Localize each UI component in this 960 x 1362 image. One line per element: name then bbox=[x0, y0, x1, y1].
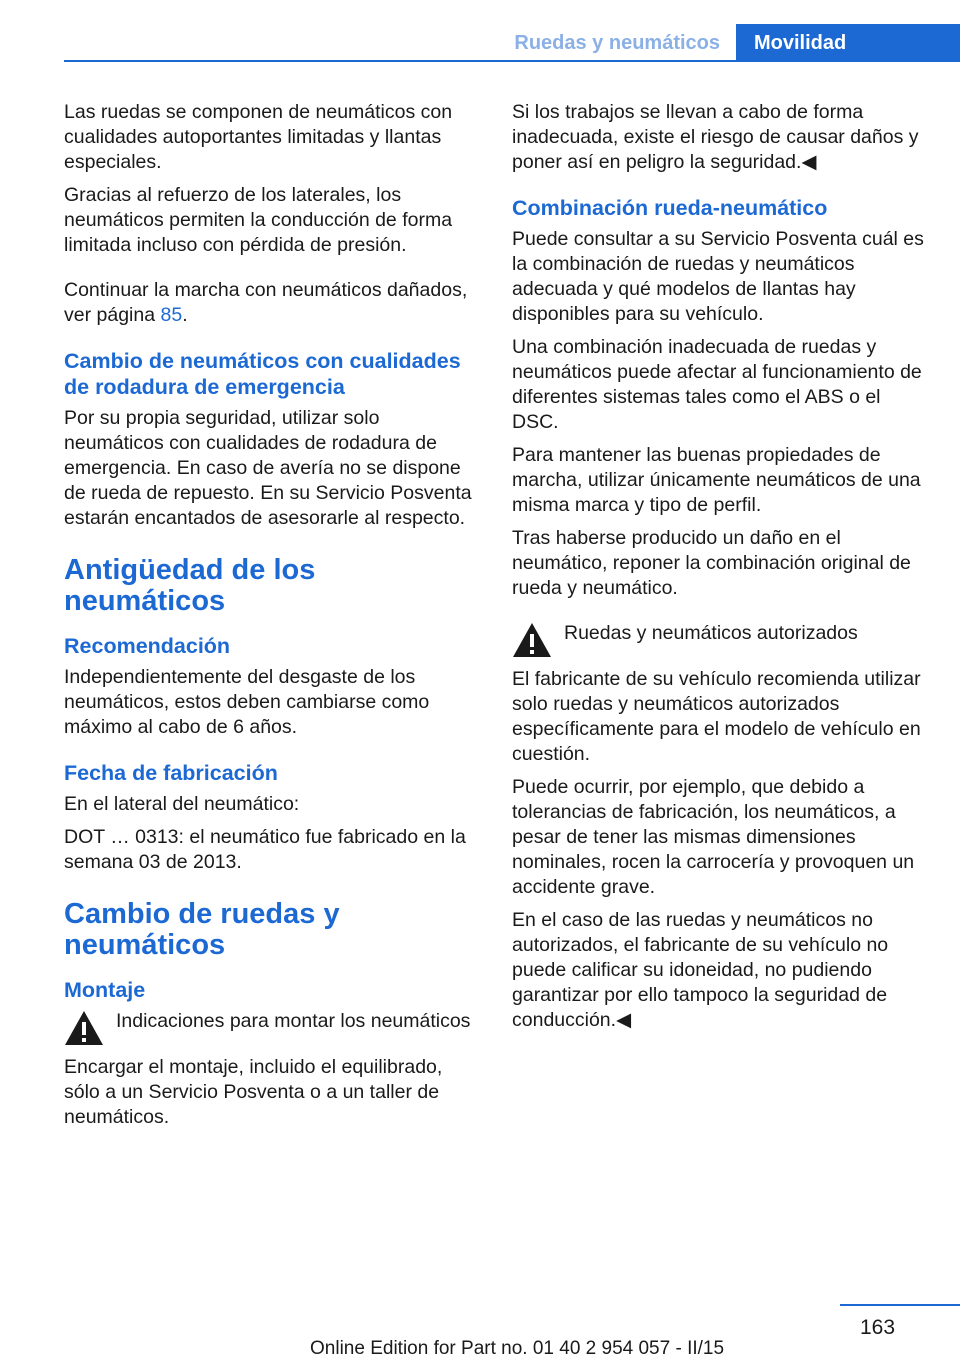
section-heading: Cambio de neumáticos con cualidades de rodadura de emergencia bbox=[64, 349, 461, 399]
paragraph: Las ruedas se componen de neumáticos con cualidades autoportantes limitadas y llantas especiales. bbox=[64, 101, 453, 173]
paragraph: Por su propia seguridad, utilizar solo neumáticos con cualidades de rodadura de emergencia. En caso de avería no se dispone de rueda de repuesto. En su Servicio Posventa estarán encantados de asesorarle al respecto. bbox=[64, 407, 472, 529]
paragraph bbox=[64, 278, 482, 328]
section-heading: Fecha de fabricación bbox=[64, 761, 278, 785]
header-section: Ruedas y neumáticos bbox=[514, 32, 720, 54]
header-chapter: Movilidad bbox=[736, 24, 960, 62]
paragraph: Gracias al refuerzo de los laterales, los neumáticos permiten la conducción de forma limitada incluso con pérdida de presión. bbox=[64, 184, 453, 256]
paragraph-text: . bbox=[182, 304, 188, 326]
warning-title: Indicaciones para montar los neumáticos bbox=[116, 1010, 471, 1032]
warning-triangle-icon bbox=[512, 621, 552, 659]
paragraph: Independientemente del desgaste de los neumáticos, estos deben cambiarse como máximo al cabo de 6 años. bbox=[64, 666, 430, 738]
warning-note bbox=[512, 621, 930, 667]
edition-line: Online Edition for Part no. 01 40 2 954 057 - II/15 bbox=[310, 1338, 725, 1359]
section-heading: Combinación rueda-neumático bbox=[512, 196, 828, 220]
warning-text: El fabricante de su vehículo recomienda utilizar solo ruedas y neumáticos autorizados específicamente para el modelo de vehículo en cuestión. bbox=[512, 668, 921, 765]
page-number: 163 bbox=[860, 1316, 896, 1339]
left-column bbox=[64, 100, 482, 1138]
chapter-heading: Cambio de ruedas y neumáticos bbox=[64, 898, 340, 961]
warning-note bbox=[64, 1009, 482, 1055]
paragraph: Una combinación inadecuada de ruedas y neumáticos puede afectar al funcionamiento de diferentes sistemas tales como el ABS o el DSC. bbox=[512, 336, 922, 433]
warning-title: Ruedas y neumáticos autorizados bbox=[564, 622, 858, 644]
paragraph: Puede consultar a su Servicio Posventa cuál es la combinación de ruedas y neumáticos adecuada y qué modelos de llantas hay disponibles para su vehículo. bbox=[512, 228, 924, 325]
chapter-heading: Antigüedad de los neumáticos bbox=[64, 554, 316, 617]
warning-text: Encargar el montaje, incluido el equilibrado, sólo a un Servicio Posventa o a un taller de neumáticos. bbox=[64, 1056, 443, 1128]
warning-triangle-icon bbox=[64, 1009, 104, 1047]
paragraph: En el caso de las ruedas y neumáticos no autorizados, el fabricante de su vehículo no puede calificar su idoneidad, no pudiendo garantizar por ello tampoco la seguridad de conducción.◀ bbox=[512, 909, 889, 1031]
section-heading: Montaje bbox=[64, 978, 146, 1002]
page-link[interactable]: 85 bbox=[160, 304, 183, 326]
footer-rule bbox=[840, 1304, 960, 1306]
paragraph: Puede ocurrir, por ejemplo, que debido a tolerancias de fabricación, los neumáticos, a pesar de tener las mismas dimensiones nominales, rocen la carrocería y provoquen un accidente grave. bbox=[512, 776, 915, 898]
paragraph: Si los trabajos se llevan a cabo de forma inadecuada, existe el riesgo de causar daños y poner así en peligro la seguridad.◀ bbox=[512, 101, 919, 173]
section-heading: Recomendación bbox=[64, 634, 231, 658]
paragraph: DOT … 0313: el neumático fue fabricado en la semana 03 de 2013. bbox=[64, 826, 466, 873]
paragraph-text: Continuar la marcha con neumáticos dañados, ver página bbox=[64, 279, 468, 326]
paragraph: Para mantener las buenas propiedades de marcha, utilizar únicamente neumáticos de una misma marca y tipo de perfil. bbox=[512, 444, 921, 516]
right-column bbox=[512, 100, 930, 1041]
paragraph: En el lateral del neumático: bbox=[64, 793, 300, 815]
paragraph: Tras haberse producido un daño en el neumático, reponer la combinación original de rueda y neumático. bbox=[512, 527, 911, 599]
